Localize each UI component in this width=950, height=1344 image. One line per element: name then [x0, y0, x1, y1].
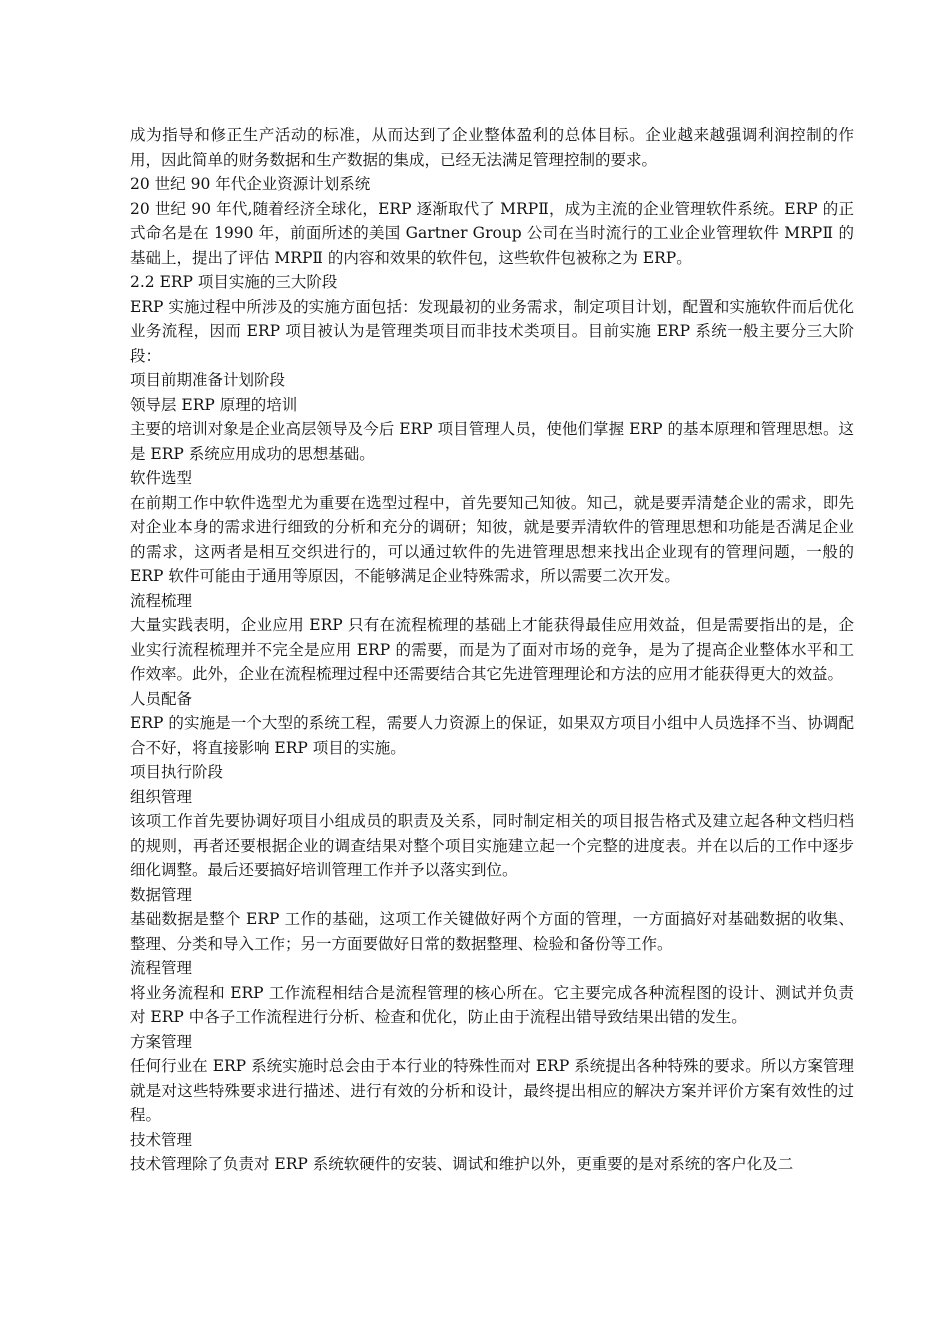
paragraph: 主要的培训对象是企业高层领导及今后 ERP 项目管理人员，使他们掌握 ERP 的基本原理和管理思想。这是 ERP 系统应用成功的思想基础。 [130, 420, 854, 463]
section-heading: 组织管理 [130, 787, 193, 806]
document-body [130, 123, 854, 1177]
section-heading: 软件选型 [130, 469, 193, 487]
paragraph: 基础数据是整个 ERP 工作的基础，这项工作关键做好两个方面的管理，一方面搞好对基础数据的收集、整理、分类和导入工作；另一方面要做好日常的数据整理、检验和备份等工作。 [130, 910, 854, 953]
paragraph: ERP 的实施是一个大型的系统工程，需要人力资源上的保证，如果双方项目小组中人员选择不当、协调配合不好，将直接影响 ERP 项目的实施。 [130, 714, 854, 757]
paragraph: 大量实践表明，企业应用 ERP 只有在流程梳理的基础上才能获得最佳应用效益，但是需要指出的是，企业实行流程梳理并不完全是应用 ERP 的需要，而是为了面对市场的竞争，是为了提高企业整体水平和工作效率。此外，企业在流程梳理过程中还需要结合其它先进管理理论和方法的应用才能获得更大的效益。 [130, 616, 854, 683]
section-heading: 项目执行阶段 [130, 763, 224, 781]
paragraph: 技术管理除了负责对 ERP 系统软硬件的安装、调试和维护以外，更重要的是对系统的客户化及二 [130, 1155, 794, 1173]
paragraph: ERP 实施过程中所涉及的实施方面包括：发现最初的业务需求，制定项目计划，配置和实施软件而后优化业务流程，因而 ERP 项目被认为是管理类项目而非技术类项目。目前实施 ERP 系统一般主要分三大阶段： [130, 297, 854, 365]
paragraph: 该项工作首先要协调好项目小组成员的职责及关系，同时制定相关的项目报告格式及建立起各种文档归档的规则，再者还要根据企业的调查结果对整个项目实施建立起一个完整的进度表。并在以后的工作中逐步细化调整。最后还要搞好培训管理工作并予以落实到位。 [130, 812, 854, 879]
section-heading: 人员配备 [130, 689, 193, 708]
section-heading: 2.2 ERP 项目实施的三大阶段 [130, 273, 338, 291]
paragraph: 20 世纪 90 年代,随着经济全球化，ERP 逐渐取代了 MRPⅡ，成为主流的企业管理软件系统。ERP 的正式命名是在 1990 年，前面所述的美国 Gartner Group 公司在当时流行的工业企业管理软件 MRPⅡ 的基础上，提出了评估 MRPⅡ 的内容和效果的软件包，这些软件包被称之为 ERP。 [130, 199, 854, 267]
section-heading: 流程梳理 [130, 591, 193, 610]
section-heading: 20 世纪 90 年代企业资源计划系统 [130, 175, 371, 193]
paragraph: 将业务流程和 ERP 工作流程相结合是流程管理的核心所在。它主要完成各种流程图的设计、测试并负责对 ERP 中各子工作流程进行分析、检查和优化，防止由于流程出错导致结果出错的发生。 [130, 983, 854, 1026]
paragraph: 在前期工作中软件选型尤为重要在选型过程中，首先要知己知彼。知己，就是要弄清楚企业的需求，即先对企业本身的需求进行细致的分析和充分的调研；知彼，就是要弄清软件的管理思想和功能是否满足企业的需求，这两者是相互交织进行的，可以通过软件的先进管理思想来找出企业现有的管理问题，一般的 ERP 软件可能由于通用等原因，不能够满足企业特殊需求，所以需要二次开发。 [130, 493, 854, 585]
paragraph: 任何行业在 ERP 系统实施时总会由于本行业的特殊性而对 ERP 系统提出各种特殊的要求。所以方案管理就是对这些特殊要求进行描述、进行有效的分析和设计，最终提出相应的解决方案并评价方案有效性的过程。 [130, 1057, 854, 1124]
section-heading: 领导层 ERP 原理的培训 [130, 395, 298, 414]
section-heading: 方案管理 [130, 1032, 193, 1051]
section-heading: 数据管理 [130, 885, 193, 904]
section-heading: 项目前期准备计划阶段 [130, 371, 286, 389]
section-heading: 流程管理 [130, 959, 193, 977]
section-heading: 技术管理 [130, 1130, 193, 1149]
paragraph: 成为指导和修正生产活动的标准，从而达到了企业整体盈利的总体目标。企业越来越强调利润控制的作用，因此简单的财务数据和生产数据的集成，已经无法满足管理控制的要求。 [130, 126, 854, 169]
